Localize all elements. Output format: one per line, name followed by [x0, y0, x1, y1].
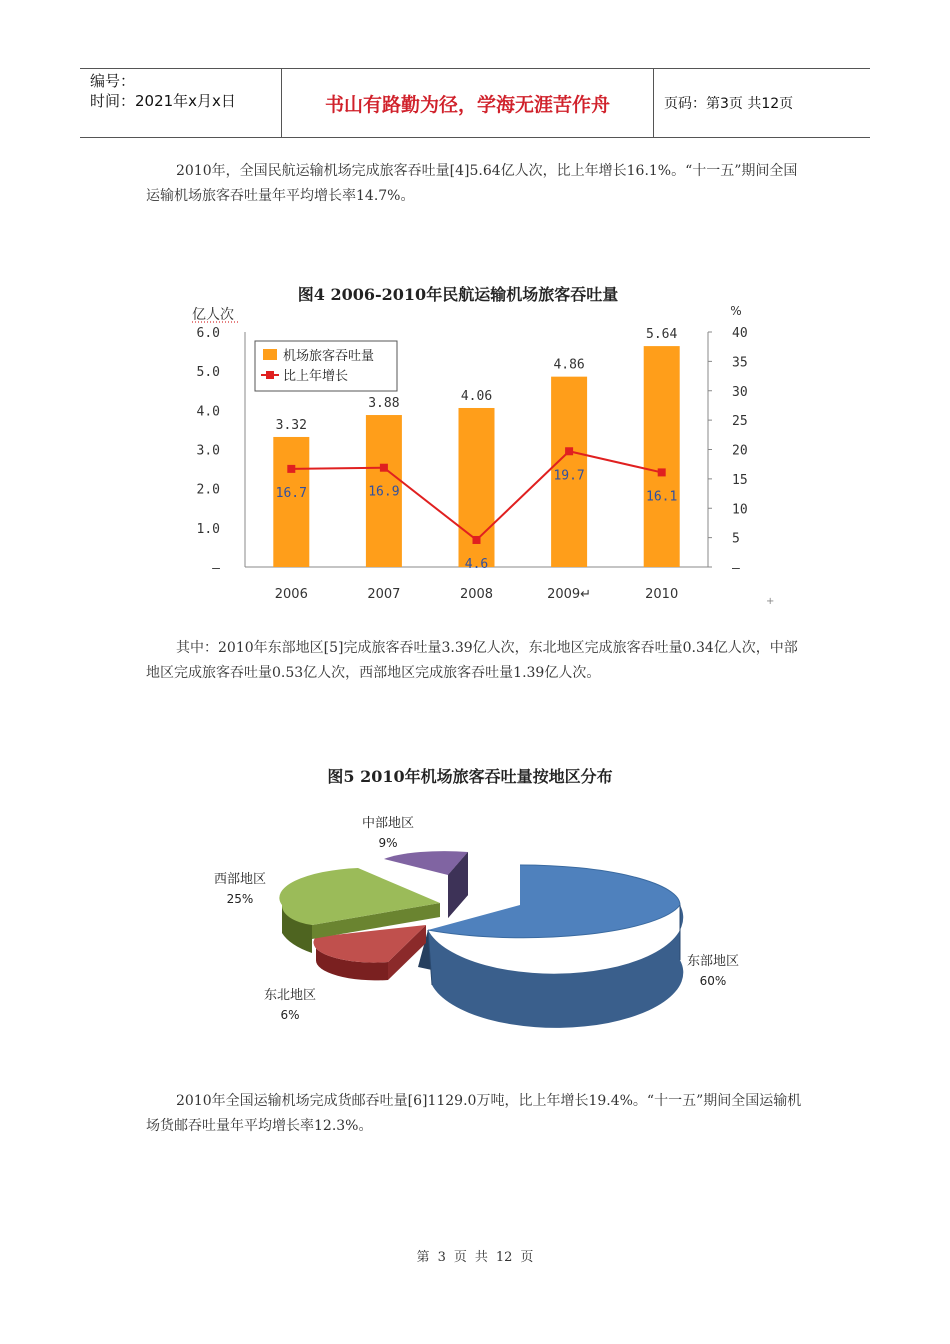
x-category-labels: [275, 587, 678, 602]
line-data-label: 16.7: [275, 485, 307, 501]
x-category-label: 2006: [274, 587, 308, 602]
x-category-label: 2008: [459, 587, 494, 602]
slice-label-northeast-name: 东北地区: [263, 988, 317, 1003]
bar-data-label: 4.86: [553, 357, 585, 373]
right-tick-label: –: [732, 561, 740, 576]
line-data-label: 4.6: [464, 556, 489, 572]
line-point: [287, 465, 295, 473]
bar-data-label: 4.06: [460, 388, 493, 404]
slice-label-east-name: 东部地区: [686, 954, 740, 969]
right-tick-label: 35: [732, 355, 748, 371]
chart-title: 图4 2006-2010年民航运输机场旅客吞吐量: [297, 285, 619, 304]
left-tick-label: 2.0: [196, 482, 220, 498]
right-tick-label: 5: [732, 531, 740, 547]
left-tick-label: –: [212, 561, 220, 576]
bar-data-label: 5.64: [646, 327, 678, 343]
legend-line-label: 比上年增长: [283, 369, 349, 384]
left-tick-label: 5.0: [196, 365, 220, 381]
line-point: [473, 536, 481, 544]
stray-mark: +: [766, 596, 775, 607]
slice-label-central-value: 9%: [378, 836, 398, 850]
legend-line-marker: [266, 371, 274, 379]
paragraph-1-text: 2010年，全国民航运输机场完成旅客吞吐量[4]5.64亿人次，比上年增长16.1%。“十一五”期间全国运输机场旅客吞吐量年平均增长率14.7%。: [146, 163, 798, 204]
line-data-label: 16.9: [368, 484, 400, 500]
paragraph-3-text: 2010年全国运输机场完成货邮吞吐量[6]1129.0万吨，比上年增长19.4%。“十一五”期间全国运输机场货邮吞吐量年平均增长率12.3%。: [146, 1093, 802, 1134]
line-point: [565, 447, 573, 455]
left-tick-label: 6.0: [196, 326, 220, 341]
y2-axis-label: %: [730, 304, 742, 318]
bar-data-label: 3.32: [275, 417, 307, 433]
header-left: [80, 69, 282, 137]
footer-page-number: 3: [437, 1250, 446, 1265]
x-category-label: 2007: [367, 587, 401, 602]
footer-total-word: 共: [474, 1250, 488, 1265]
header-page-label: 页码：第3页 共12页: [664, 96, 794, 112]
right-tick-label: 20: [732, 443, 748, 459]
x-category-label: 2009↵: [547, 587, 592, 602]
chart-legend: [255, 341, 397, 391]
header-motto: 书山有路勤为径，学海无涯苦作舟: [282, 69, 654, 137]
x-category-label: 2010: [645, 587, 679, 602]
left-tick-labels: [197, 326, 221, 576]
line-point: [658, 468, 666, 476]
footer-page-word: 第: [416, 1250, 430, 1265]
right-tick-label: 15: [732, 472, 748, 488]
footer-page-unit: 页: [453, 1250, 467, 1265]
bar: [644, 346, 680, 567]
left-tick-label: 4.0: [196, 404, 220, 420]
right-tick-label: 30: [732, 384, 748, 400]
slice-label-northeast-value: 6%: [280, 1008, 300, 1022]
right-tick-labels: [708, 326, 748, 576]
number-label: 编号：: [90, 72, 136, 90]
slice-label-west-value: 25%: [226, 892, 254, 906]
page-header: [80, 68, 870, 138]
left-tick-label: 3.0: [196, 443, 220, 459]
figure-5-chart: [190, 755, 760, 1040]
paragraph-1: [146, 159, 806, 209]
paragraph-3: [146, 1089, 806, 1139]
bar: [273, 437, 309, 567]
time-label: 时间：2021年x月x日: [90, 92, 236, 110]
page-footer: [0, 1246, 950, 1265]
right-tick-label: 10: [732, 502, 748, 518]
right-tick-label: 40: [732, 326, 748, 341]
slice-label-east-value: 60%: [699, 974, 727, 988]
footer-total-unit: 页: [520, 1250, 534, 1265]
slice-label-west-name: 西部地区: [213, 872, 267, 887]
right-tick-label: 25: [732, 414, 748, 430]
paragraph-2: [146, 636, 806, 686]
legend-bar-swatch: [263, 349, 277, 360]
line-point: [380, 464, 388, 472]
figure-4-chart: [170, 275, 780, 615]
footer-total-number: 12: [495, 1250, 513, 1265]
legend-bar-label: 机场旅客吞吐量: [283, 349, 375, 364]
bar-data-label: 3.88: [368, 396, 400, 412]
chart-title: 图5 2010年机场旅客吞吐量按地区分布: [327, 767, 613, 786]
line-data-label: 16.1: [646, 489, 678, 505]
left-tick-label: 1.0: [196, 521, 220, 537]
paragraph-2-text: 其中：2010年东部地区[5]完成旅客吞吐量3.39亿人次，东北地区完成旅客吞吐量0.34亿人次，中部地区完成旅客吞吐量0.53亿人次，西部地区完成旅客吞吐量1.39亿人次。: [146, 640, 798, 681]
line-data-label: 19.7: [553, 468, 585, 484]
slice-label-central-name: 中部地区: [361, 816, 415, 831]
y-axis-label: 亿人次: [192, 307, 234, 323]
